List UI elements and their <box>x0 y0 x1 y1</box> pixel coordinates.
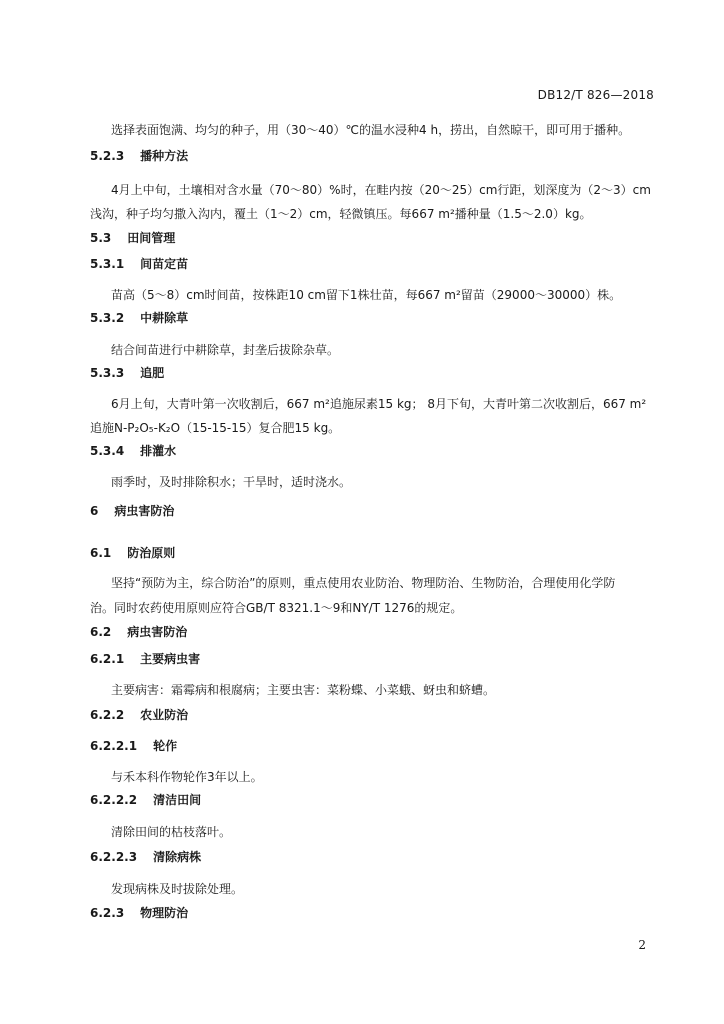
section-heading <box>0 707 724 723</box>
paragraph: 坚持“预防为主，综合防治”的原则，重点使用农业防治、物理防治、生物防治，合理使用化学防 <box>111 576 616 590</box>
paragraph: 选择表面饱满、均匀的种子，用（30～40）℃的温水浸种4 h，捞出，自然晾干，即可用于播种。 <box>111 123 631 137</box>
paragraph: 雨季时，及时排除积水；干旱时，适时浇水。 <box>111 475 352 489</box>
paragraph-continuation: 浅沟，种子均匀撒入沟内，覆土（1～2）cm，轻微镇压。每667 m²播种量（1.5～2.0）kg。 <box>90 207 592 221</box>
section-number: 6.2.2.2 <box>90 793 138 807</box>
paragraph-continuation: 治。同时农药使用原则应符合GB/T 8321.1～9和NY/T 1276的规定。 <box>90 601 463 615</box>
paragraph: 发现病株及时拔除处理。 <box>111 882 244 896</box>
section-number: 6.2.3 <box>90 906 125 920</box>
section-number: 6.2.2.1 <box>90 739 138 753</box>
paragraph: 主要病害：霜霉病和根腐病；主要虫害：菜粉蝶、小菜蛾、蚜虫和蛴螬。 <box>111 683 496 697</box>
section-heading <box>0 849 724 865</box>
section-heading <box>0 256 724 272</box>
section-number: 5.3 <box>90 231 112 245</box>
section-number: 5.3.2 <box>90 311 125 325</box>
section-heading <box>0 624 724 640</box>
section-title: 防治原则 <box>127 546 176 560</box>
section-heading <box>0 310 724 326</box>
section-number: 6.2 <box>90 625 112 639</box>
paragraph: 4月上中旬，土壤相对含水量（70～80）%时，在畦内按（20～25）cm行距，划深度为（2～3）cm <box>111 183 651 197</box>
section-number: 6 <box>90 504 99 518</box>
section-title: 清洁田间 <box>153 793 202 807</box>
section-heading <box>0 792 724 808</box>
section-number: 6.2.1 <box>90 652 125 666</box>
section-title: 物理防治 <box>140 906 189 920</box>
section-heading <box>0 365 724 381</box>
section-title: 病虫害防治 <box>114 504 175 518</box>
section-title: 病虫害防治 <box>127 625 188 639</box>
page-number: 2 <box>638 938 646 952</box>
section-heading <box>0 443 724 459</box>
section-number: 6.1 <box>90 546 112 560</box>
section-title: 田间管理 <box>127 231 176 245</box>
section-number: 6.2.2.3 <box>90 850 138 864</box>
section-title: 间苗定苗 <box>140 257 189 271</box>
paragraph: 与禾本科作物轮作3年以上。 <box>111 770 263 784</box>
paragraph: 苗高（5～8）cm时间苗，按株距10 cm留下1株壮苗，每667 m²留苗（29000～30000）株。 <box>111 288 622 302</box>
section-title: 中耕除草 <box>140 311 189 325</box>
section-heading <box>0 651 724 667</box>
document-code: DB12/T 826—2018 <box>537 88 654 102</box>
section-title: 清除病株 <box>153 850 202 864</box>
section-number: 5.3.1 <box>90 257 125 271</box>
section-heading <box>0 503 724 519</box>
paragraph: 结合间苗进行中耕除草，封垄后拔除杂草。 <box>111 343 340 357</box>
section-title: 追肥 <box>140 366 165 380</box>
section-title: 主要病虫害 <box>140 652 201 666</box>
section-heading <box>0 738 724 754</box>
section-title: 排灌水 <box>140 444 177 458</box>
section-number: 6.2.2 <box>90 708 125 722</box>
paragraph: 清除田间的枯枝落叶。 <box>111 825 232 839</box>
section-number: 5.2.3 <box>90 149 125 163</box>
section-heading <box>0 545 724 561</box>
section-heading <box>0 148 724 164</box>
section-title: 农业防治 <box>140 708 189 722</box>
section-title: 播种方法 <box>140 149 189 163</box>
section-number: 5.3.3 <box>90 366 125 380</box>
paragraph-continuation: 追施N-P₂O₅-K₂O（15-15-15）复合肥15 kg。 <box>90 421 341 435</box>
section-title: 轮作 <box>153 739 178 753</box>
section-heading <box>0 230 724 246</box>
section-heading <box>0 905 724 921</box>
section-number: 5.3.4 <box>90 444 125 458</box>
paragraph: 6月上旬，大青叶第一次收割后，667 m²追施尿素15 kg； 8月下旬，大青叶第二次收割后，667 m² <box>111 397 647 411</box>
